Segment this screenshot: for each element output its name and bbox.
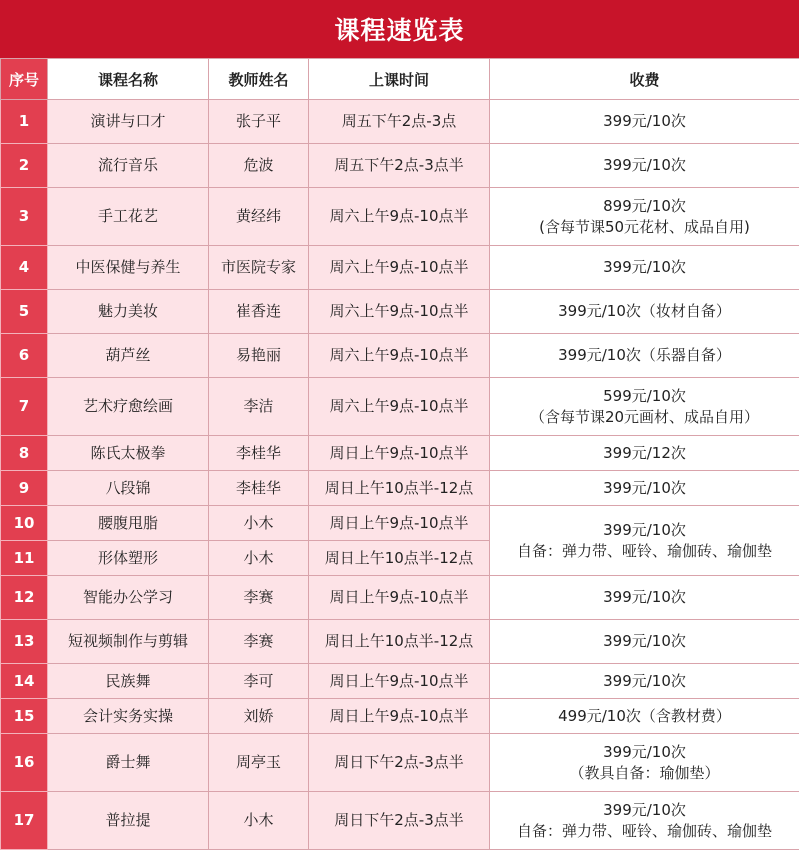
header-fee: 收费 <box>490 59 799 100</box>
fee-cell <box>490 334 799 378</box>
course-name-cell: 演讲与口才 <box>48 100 209 144</box>
row-number: 13 <box>1 620 48 664</box>
table-row <box>1 792 799 850</box>
fee-cell <box>490 290 799 334</box>
course-name-cell: 流行音乐 <box>48 144 209 188</box>
teacher-cell: 易艳丽 <box>209 334 309 378</box>
course-name-cell: 爵士舞 <box>48 734 209 792</box>
course-name-cell: 短视频制作与剪辑 <box>48 620 209 664</box>
fee-line: 399元/10次 <box>603 632 686 650</box>
table-row <box>1 620 799 664</box>
course-rows <box>1 100 799 850</box>
fee-line: （含每节课20元画材、成品自用） <box>529 407 760 426</box>
fee-cell <box>490 144 799 188</box>
header-time: 上课时间 <box>309 59 490 100</box>
header-teacher: 教师姓名 <box>209 59 309 100</box>
teacher-cell: 刘娇 <box>209 699 309 734</box>
fee-line: 399元/10次 <box>603 156 686 174</box>
schedule-cell: 周日上午10点半-12点 <box>309 541 490 576</box>
course-name-cell: 中医保健与养生 <box>48 246 209 290</box>
fee-cell <box>490 436 799 471</box>
header-course-name: 课程名称 <box>48 59 209 100</box>
course-name-cell: 形体塑形 <box>48 541 209 576</box>
fee-cell <box>490 734 799 792</box>
header-row <box>1 59 799 100</box>
header-number: 序号 <box>1 59 48 100</box>
fee-cell <box>490 699 799 734</box>
fee-line: 399元/10次 <box>603 520 686 539</box>
table-row <box>1 290 799 334</box>
fee-cell <box>490 620 799 664</box>
course-table <box>0 58 799 850</box>
row-number: 3 <box>1 188 48 246</box>
course-name-cell: 葫芦丝 <box>48 334 209 378</box>
schedule-cell: 周日上午9点-10点半 <box>309 664 490 699</box>
schedule-cell: 周日上午9点-10点半 <box>309 576 490 620</box>
fee-line: 399元/10次 <box>603 588 686 606</box>
row-number: 14 <box>1 664 48 699</box>
fee-line: 自备：弹力带、哑铃、瑜伽砖、瑜伽垫 <box>516 541 772 560</box>
schedule-cell: 周日下午2点-3点半 <box>309 734 490 792</box>
schedule-cell: 周六上午9点-10点半 <box>309 290 490 334</box>
table-row <box>1 664 799 699</box>
fee-cell <box>490 378 799 436</box>
schedule-cell: 周日上午10点半-12点 <box>309 620 490 664</box>
table-row <box>1 334 799 378</box>
table-row <box>1 699 799 734</box>
teacher-cell: 李赛 <box>209 576 309 620</box>
schedule-cell: 周六上午9点-10点半 <box>309 188 490 246</box>
fee-line: 399元/12次 <box>603 443 686 462</box>
table-row <box>1 471 799 506</box>
row-number: 9 <box>1 471 48 506</box>
schedule-cell: 周五下午2点-3点 <box>309 100 490 144</box>
teacher-cell: 李洁 <box>209 378 309 436</box>
course-name-cell: 陈氏太极拳 <box>48 436 209 471</box>
schedule-cell: 周六上午9点-10点半 <box>309 246 490 290</box>
course-name-cell: 民族舞 <box>48 664 209 699</box>
fee-line: 499元/10次（含教材费） <box>558 706 731 725</box>
course-name-cell: 艺术疗愈绘画 <box>48 378 209 436</box>
teacher-cell: 周亭玉 <box>209 734 309 792</box>
fee-line: 399元/10次（妆材自备） <box>558 302 731 320</box>
course-name-cell: 魅力美妆 <box>48 290 209 334</box>
teacher-cell: 李赛 <box>209 620 309 664</box>
table-row <box>1 734 799 792</box>
schedule-cell: 周日上午9点-10点半 <box>309 699 490 734</box>
sheet-title: 课程速览表 <box>0 0 799 58</box>
course-name-cell: 八段锦 <box>48 471 209 506</box>
row-number: 2 <box>1 144 48 188</box>
fee-line: 399元/10次 <box>603 800 686 819</box>
teacher-cell: 小木 <box>209 792 309 850</box>
table-row <box>1 436 799 471</box>
course-name-cell: 手工花艺 <box>48 188 209 246</box>
table-row <box>1 144 799 188</box>
teacher-cell: 小木 <box>209 506 309 541</box>
row-number: 17 <box>1 792 48 850</box>
fee-cell <box>490 792 799 850</box>
teacher-cell: 小木 <box>209 541 309 576</box>
fee-line: 自备：弹力带、哑铃、瑜伽砖、瑜伽垫 <box>516 821 772 840</box>
fee-line: （教具自备：瑜伽垫） <box>569 763 720 782</box>
schedule-cell: 周日下午2点-3点半 <box>309 792 490 850</box>
fee-cell <box>490 664 799 699</box>
teacher-cell: 危波 <box>209 144 309 188</box>
fee-cell <box>490 471 799 506</box>
schedule-cell: 周六上午9点-10点半 <box>309 378 490 436</box>
teacher-cell: 李桂华 <box>209 471 309 506</box>
schedule-cell: 周六上午9点-10点半 <box>309 334 490 378</box>
schedule-cell: 周日上午10点半-12点 <box>309 471 490 506</box>
teacher-cell: 李可 <box>209 664 309 699</box>
course-name-cell: 腰腹甩脂 <box>48 506 209 541</box>
course-name-cell: 普拉提 <box>48 792 209 850</box>
row-number: 15 <box>1 699 48 734</box>
row-number: 5 <box>1 290 48 334</box>
fee-cell <box>490 188 799 246</box>
teacher-cell: 市医院专家 <box>209 246 309 290</box>
row-number: 12 <box>1 576 48 620</box>
table-row <box>1 246 799 290</box>
teacher-cell: 黄经纬 <box>209 188 309 246</box>
fee-cell <box>490 506 799 576</box>
fee-line: 399元/10次 <box>603 258 686 276</box>
fee-line: 399元/10次（乐器自备） <box>558 346 731 364</box>
fee-line: 399元/10次 <box>603 478 686 497</box>
fee-line: 899元/10次 <box>603 196 686 215</box>
row-number: 11 <box>1 541 48 576</box>
table-row <box>1 188 799 246</box>
row-number: 8 <box>1 436 48 471</box>
table-row <box>1 100 799 144</box>
teacher-cell: 崔香连 <box>209 290 309 334</box>
table-row <box>1 576 799 620</box>
table-row <box>1 378 799 436</box>
row-number: 10 <box>1 506 48 541</box>
table-row <box>1 506 799 541</box>
row-number: 7 <box>1 378 48 436</box>
teacher-cell: 张子平 <box>209 100 309 144</box>
fee-line: 399元/10次 <box>603 671 686 690</box>
fee-cell <box>490 576 799 620</box>
fee-line: 399元/10次 <box>603 112 686 130</box>
row-number: 1 <box>1 100 48 144</box>
row-number: 16 <box>1 734 48 792</box>
fee-line: 599元/10次 <box>603 386 686 405</box>
schedule-cell: 周日上午9点-10点半 <box>309 506 490 541</box>
course-name-cell: 会计实务实操 <box>48 699 209 734</box>
fee-line: 399元/10次 <box>603 742 686 761</box>
schedule-cell: 周日上午9点-10点半 <box>309 436 490 471</box>
fee-cell <box>490 100 799 144</box>
fee-cell <box>490 246 799 290</box>
schedule-cell: 周五下午2点-3点半 <box>309 144 490 188</box>
row-number: 4 <box>1 246 48 290</box>
course-name-cell: 智能办公学习 <box>48 576 209 620</box>
row-number: 6 <box>1 334 48 378</box>
fee-line: (含每节课50元花材、成品自用) <box>539 217 750 236</box>
teacher-cell: 李桂华 <box>209 436 309 471</box>
